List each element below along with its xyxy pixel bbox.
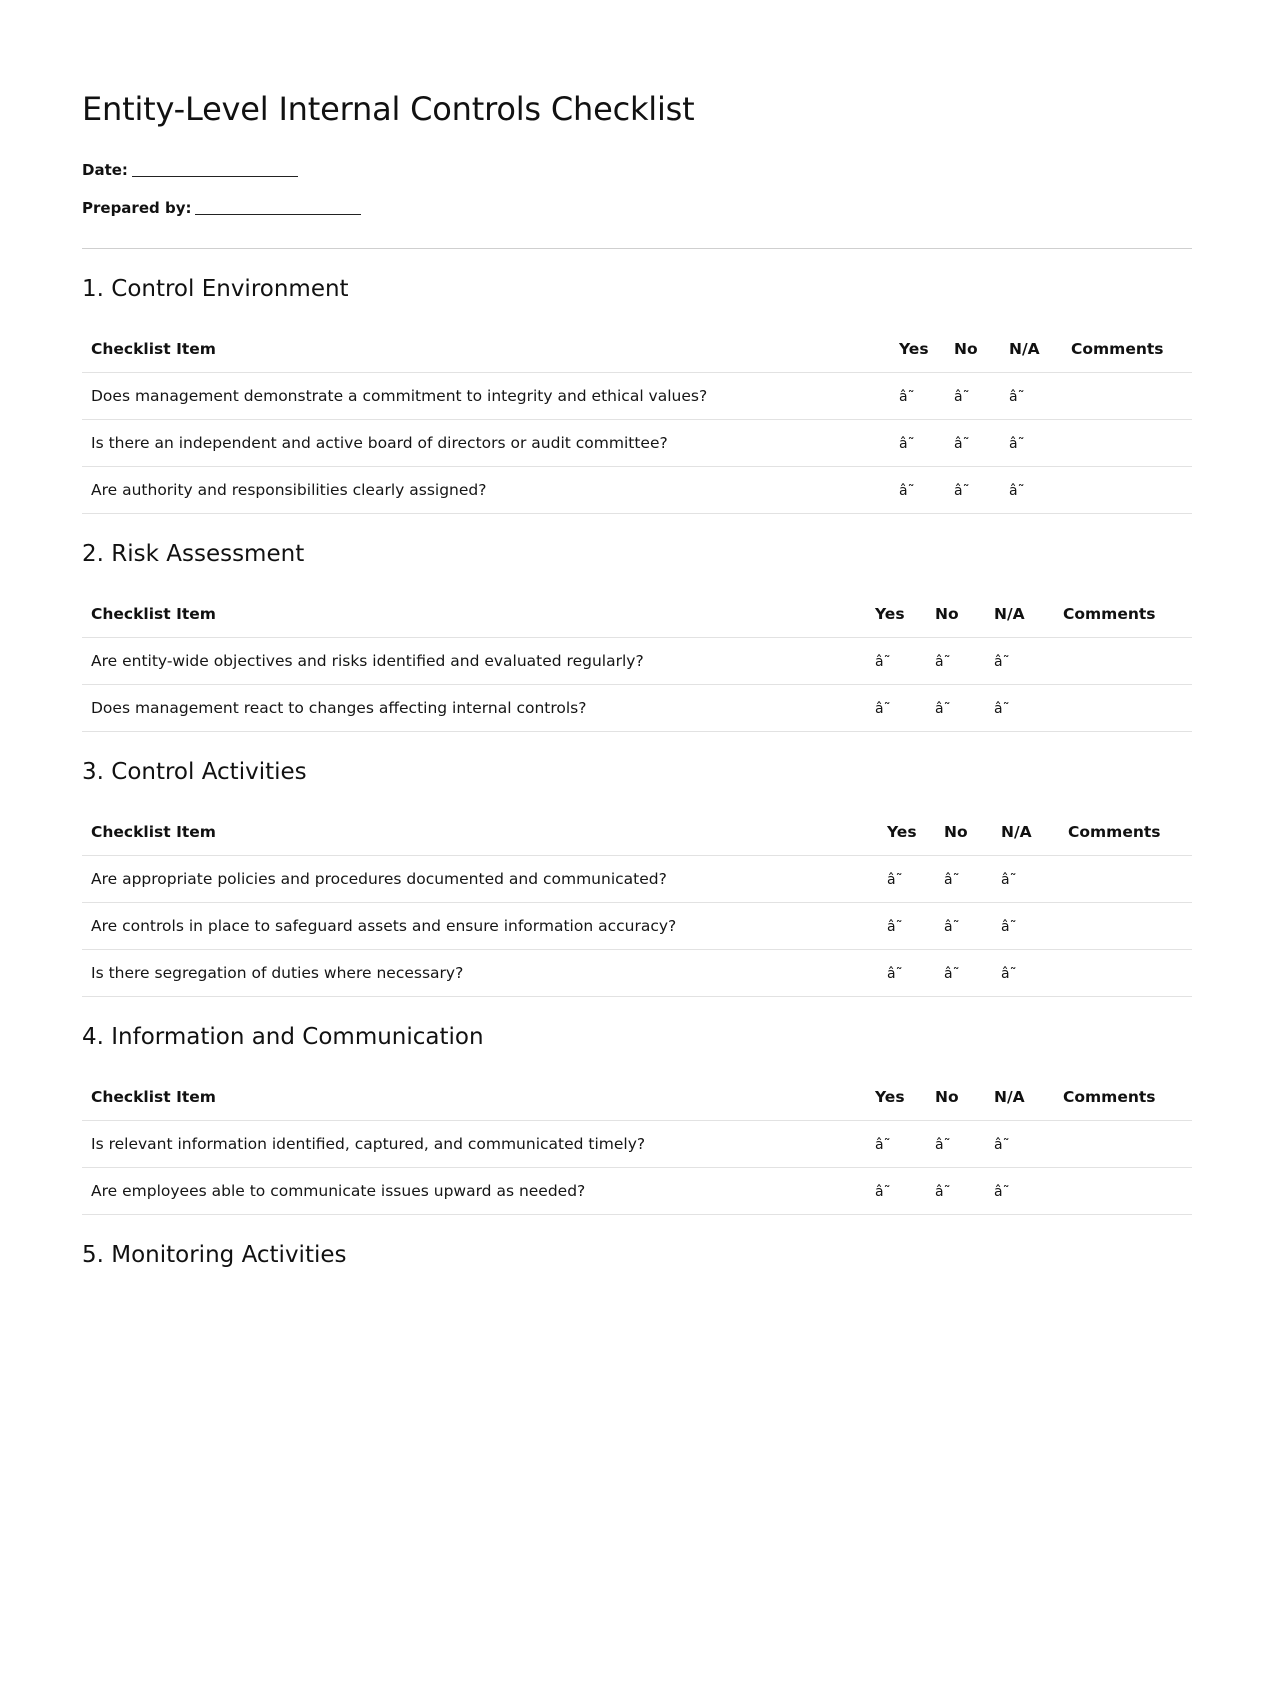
table-row: [82, 903, 1192, 950]
checklist-sections: [82, 273, 1192, 1271]
checklist-table: [82, 591, 1192, 732]
checkbox-cell-no: [926, 1168, 985, 1215]
checkbox-yes-icon[interactable]: â˜: [875, 1184, 891, 1200]
document-content: [82, 84, 1192, 1271]
checkbox-cell-no: [926, 638, 985, 685]
table-row: [82, 1121, 1192, 1168]
header-divider: [82, 248, 1192, 249]
page-title: Entity-Level Internal Controls Checklist: [82, 90, 695, 128]
checkbox-cell-no: [935, 903, 992, 950]
checkbox-no-icon[interactable]: â˜: [954, 483, 970, 499]
table-row: [82, 373, 1192, 420]
table-row: [82, 685, 1192, 732]
table-header-row: [82, 1074, 1192, 1121]
checklist-item-text: Is relevant information identified, captured, and communicated timely?: [82, 1121, 866, 1168]
header-na: N/A: [1000, 326, 1062, 373]
comments-cell[interactable]: [1062, 420, 1192, 467]
checkbox-cell-no: [926, 685, 985, 732]
checkbox-cell-na: [985, 1168, 1054, 1215]
checkbox-no-icon[interactable]: â˜: [935, 654, 951, 670]
section-title: 3. Control Activities: [82, 759, 307, 785]
checkbox-no-icon[interactable]: â˜: [935, 1184, 951, 1200]
table-row: [82, 1168, 1192, 1215]
checkbox-na-icon[interactable]: â˜: [1009, 389, 1025, 405]
checkbox-cell-yes: [866, 685, 926, 732]
checkbox-cell-no: [945, 467, 1000, 514]
header-comments: Comments: [1062, 326, 1192, 373]
checkbox-no-icon[interactable]: â˜: [944, 919, 960, 935]
checkbox-yes-icon[interactable]: â˜: [887, 966, 903, 982]
checklist-item-text: Does management react to changes affecting internal controls?: [82, 685, 866, 732]
header-na: N/A: [985, 1074, 1054, 1121]
section-title: 1. Control Environment: [82, 276, 349, 302]
checklist-table: [82, 809, 1192, 997]
checkbox-na-icon[interactable]: â˜: [994, 701, 1010, 717]
checkbox-cell-na: [992, 856, 1059, 903]
checkbox-yes-icon[interactable]: â˜: [887, 919, 903, 935]
checkbox-cell-na: [985, 1121, 1054, 1168]
checkbox-cell-na: [985, 685, 1054, 732]
section-title: 2. Risk Assessment: [82, 541, 305, 567]
checkbox-cell-na: [1000, 373, 1062, 420]
table-header-row: [82, 591, 1192, 638]
header-na: N/A: [985, 591, 1054, 638]
checkbox-cell-yes: [878, 903, 935, 950]
date-blank-field: [132, 175, 298, 177]
header-yes: Yes: [866, 1074, 926, 1121]
prepared-by-line: [82, 198, 1192, 218]
checkbox-cell-yes: [878, 950, 935, 997]
checkbox-cell-no: [935, 950, 992, 997]
checkbox-cell-no: [945, 373, 1000, 420]
checklist-item-text: Does management demonstrate a commitment to integrity and ethical values?: [82, 373, 890, 420]
header-checklist-item: Checklist Item: [82, 809, 878, 856]
header-no: No: [926, 591, 985, 638]
checklist-item-text: Is there segregation of duties where necessary?: [82, 950, 878, 997]
date-line: [82, 160, 1192, 180]
checkbox-na-icon[interactable]: â˜: [994, 654, 1010, 670]
table-row: [82, 420, 1192, 467]
header-yes: Yes: [866, 591, 926, 638]
checkbox-cell-na: [992, 950, 1059, 997]
checkbox-na-icon[interactable]: â˜: [994, 1137, 1010, 1153]
checkbox-yes-icon[interactable]: â˜: [875, 654, 891, 670]
comments-cell[interactable]: [1054, 1121, 1192, 1168]
checkbox-yes-icon[interactable]: â˜: [899, 389, 915, 405]
checklist-item-text: Are employees able to communicate issues upward as needed?: [82, 1168, 866, 1215]
checkbox-cell-yes: [890, 420, 945, 467]
section-3: [82, 756, 1192, 997]
header-yes: Yes: [878, 809, 935, 856]
comments-cell[interactable]: [1059, 903, 1192, 950]
checkbox-no-icon[interactable]: â˜: [935, 701, 951, 717]
checkbox-cell-na: [985, 638, 1054, 685]
comments-cell[interactable]: [1059, 950, 1192, 997]
checkbox-na-icon[interactable]: â˜: [1001, 966, 1017, 982]
checkbox-cell-yes: [866, 638, 926, 685]
checkbox-no-icon[interactable]: â˜: [935, 1137, 951, 1153]
table-row: [82, 467, 1192, 514]
section-title: 5. Monitoring Activities: [82, 1242, 347, 1268]
checkbox-cell-no: [945, 420, 1000, 467]
table-header-row: [82, 326, 1192, 373]
comments-cell[interactable]: [1062, 373, 1192, 420]
header-no: No: [945, 326, 1000, 373]
header-no: No: [926, 1074, 985, 1121]
checklist-table: [82, 326, 1192, 514]
header-checklist-item: Checklist Item: [82, 326, 890, 373]
header-na: N/A: [992, 809, 1059, 856]
checkbox-yes-icon[interactable]: â˜: [875, 1137, 891, 1153]
checkbox-cell-yes: [890, 373, 945, 420]
checkbox-cell-no: [935, 856, 992, 903]
checkbox-na-icon[interactable]: â˜: [994, 1184, 1010, 1200]
date-label: Date:: [82, 161, 128, 179]
checklist-item-text: Is there an independent and active board of directors or audit committee?: [82, 420, 890, 467]
section-4: [82, 1021, 1192, 1215]
prepared-by-blank-field: [195, 213, 361, 215]
checklist-item-text: Are entity-wide objectives and risks identified and evaluated regularly?: [82, 638, 866, 685]
checkbox-na-icon[interactable]: â˜: [1001, 919, 1017, 935]
checkbox-cell-yes: [866, 1168, 926, 1215]
checkbox-cell-na: [992, 903, 1059, 950]
table-row: [82, 638, 1192, 685]
header-comments: Comments: [1054, 591, 1192, 638]
checkbox-cell-yes: [890, 467, 945, 514]
comments-cell[interactable]: [1059, 856, 1192, 903]
header-no: No: [935, 809, 992, 856]
checkbox-yes-icon[interactable]: â˜: [899, 483, 915, 499]
checklist-item-text: Are authority and responsibilities clearly assigned?: [82, 467, 890, 514]
checkbox-cell-yes: [878, 856, 935, 903]
header-comments: Comments: [1059, 809, 1192, 856]
comments-cell[interactable]: [1054, 1168, 1192, 1215]
section-1: [82, 273, 1192, 514]
header-checklist-item: Checklist Item: [82, 591, 866, 638]
checkbox-yes-icon[interactable]: â˜: [887, 872, 903, 888]
header-checklist-item: Checklist Item: [82, 1074, 866, 1121]
checkbox-cell-na: [1000, 420, 1062, 467]
checkbox-no-icon[interactable]: â˜: [954, 436, 970, 452]
checkbox-yes-icon[interactable]: â˜: [875, 701, 891, 717]
comments-cell[interactable]: [1054, 685, 1192, 732]
checkbox-no-icon[interactable]: â˜: [944, 966, 960, 982]
checkbox-cell-no: [926, 1121, 985, 1168]
comments-cell[interactable]: [1062, 467, 1192, 514]
checkbox-na-icon[interactable]: â˜: [1001, 872, 1017, 888]
checklist-table: [82, 1074, 1192, 1215]
comments-cell[interactable]: [1054, 638, 1192, 685]
prepared-by-label: Prepared by:: [82, 199, 192, 217]
section-2: [82, 538, 1192, 732]
checkbox-cell-na: [1000, 467, 1062, 514]
checklist-item-text: Are controls in place to safeguard assets and ensure information accuracy?: [82, 903, 878, 950]
section-title: 4. Information and Communication: [82, 1024, 484, 1050]
checkbox-no-icon[interactable]: â˜: [954, 389, 970, 405]
checkbox-no-icon[interactable]: â˜: [944, 872, 960, 888]
table-row: [82, 856, 1192, 903]
checklist-item-text: Are appropriate policies and procedures documented and communicated?: [82, 856, 878, 903]
header-yes: Yes: [890, 326, 945, 373]
section-5: [82, 1239, 1192, 1271]
checkbox-yes-icon[interactable]: â˜: [899, 436, 915, 452]
checkbox-na-icon[interactable]: â˜: [1009, 436, 1025, 452]
table-header-row: [82, 809, 1192, 856]
table-row: [82, 950, 1192, 997]
checkbox-na-icon[interactable]: â˜: [1009, 483, 1025, 499]
header-comments: Comments: [1054, 1074, 1192, 1121]
checkbox-cell-yes: [866, 1121, 926, 1168]
